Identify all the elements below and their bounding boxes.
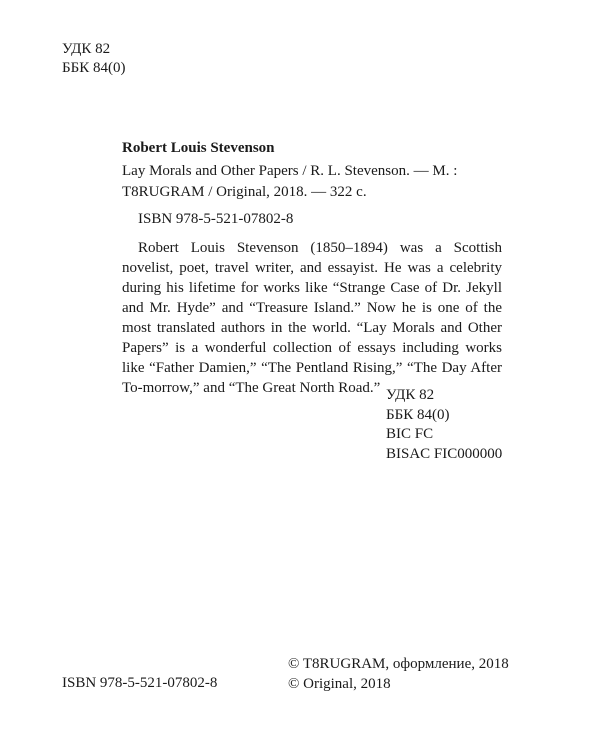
- copyright-design: © T8RUGRAM, оформление, 2018: [288, 656, 509, 672]
- record-isbn: ISBN 978-5-521-07802-8: [138, 211, 294, 227]
- copyright-block: [288, 654, 509, 694]
- footer-isbn: ISBN 978-5-521-07802-8: [62, 675, 218, 691]
- bibliographic-title-line: Lay Morals and Other Papers / R. L. Stevenson. — M. :: [122, 163, 458, 179]
- top-classification-codes: [62, 40, 125, 78]
- bbk-code: ББК 84(0): [386, 406, 450, 423]
- book-abstract: Robert Louis Stevenson (1850–1894) was a Scottish novelist, poet, travel writer, and essayist. He was a celebrity during his lifetime for works like “Strange Case of Dr. Jekyll and Mr. Hyde” and “Treasure Island.” Now he is one of the most translated authors in the world. “Lay Morals and Other Papers” is a wonderful collection of essays including works like “Father Damien,” “The Pentland Rising,” “The Day After To-morrow,” and “The Great North Road.”: [122, 240, 502, 396]
- bic-code: BIC FC: [386, 426, 434, 442]
- bibliographic-publisher-line: T8RUGRAM / Original, 2018. — 322 c.: [122, 184, 367, 200]
- classification-codes: [386, 386, 502, 464]
- top-udk-code: УДК 82: [62, 41, 111, 57]
- copyright-original: © Original, 2018: [288, 676, 391, 692]
- author-name: Robert Louis Stevenson: [122, 140, 275, 156]
- udk-code: УДК 82: [386, 387, 435, 403]
- bisac-code: BISAC FIC000000: [386, 445, 503, 462]
- top-bbk-code: ББК 84(0): [62, 60, 126, 76]
